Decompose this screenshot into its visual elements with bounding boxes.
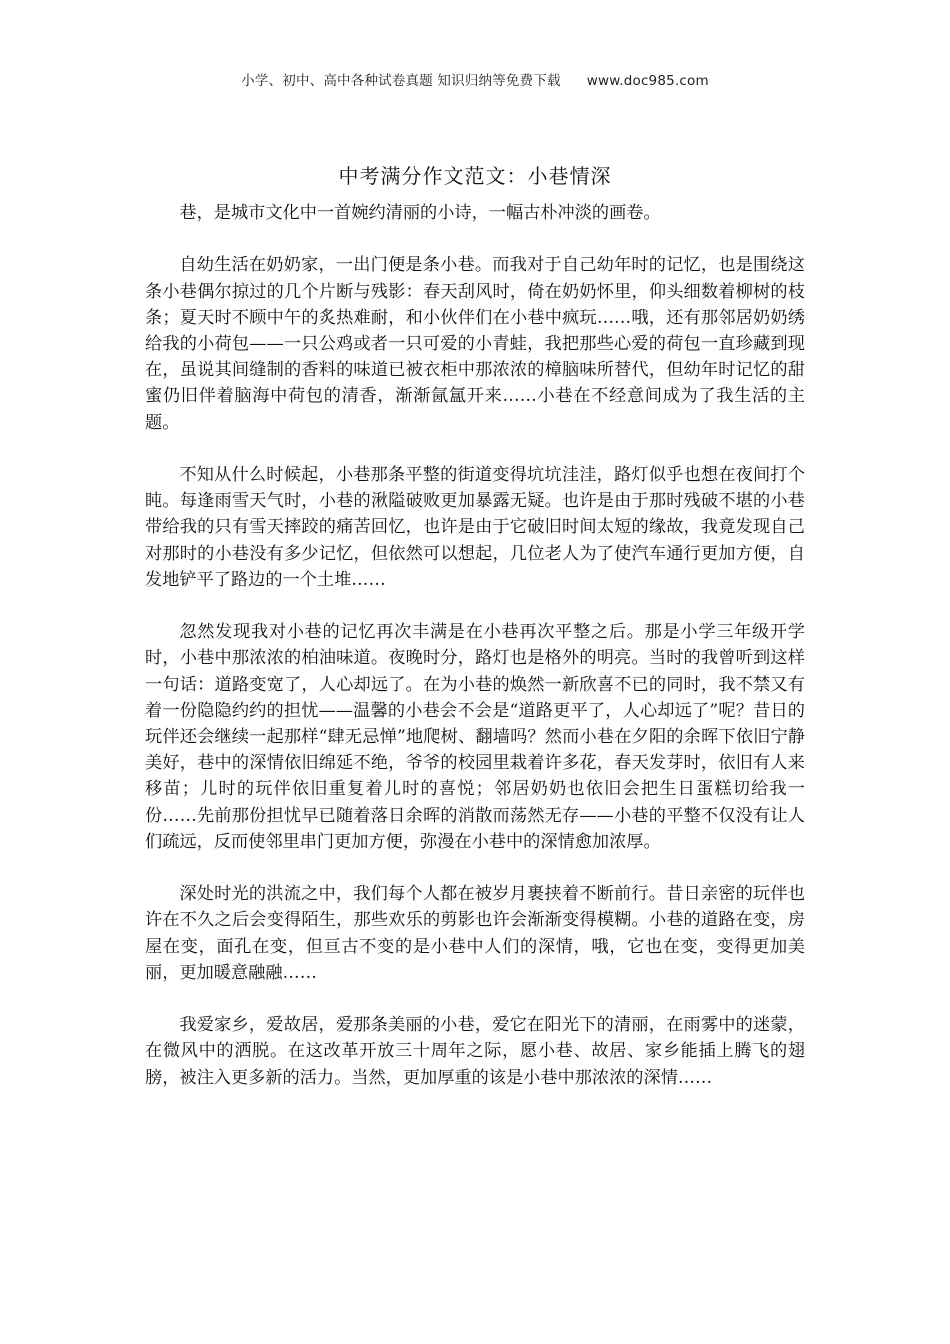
header-text: 小学、初中、高中各种试卷真题 知识归纳等免费下载 <box>241 73 561 89</box>
paragraph-1: 巷，是城市文化中一首婉约清丽的小诗，一幅古朴冲淡的画卷。 <box>179 203 661 223</box>
page-title: 中考满分作文范文：小巷情深 <box>338 164 612 188</box>
page-header <box>0 69 950 89</box>
paragraph-3: 不知从什么时候起，小巷那条平整的街道变得坑坑洼洼，路灯似乎也想在夜间打个盹。每逢雨雪天气时，小巷的湫隘破败更加暴露无疑。也许是由于那时残破不堪的小巷带给我的只有雪天摔跤的痛苦回忆，也许是由于它破旧时间太短的缘故，我竟发现自己对那时的小巷没有多少记忆，但依然可以想起，几位老人为了使汽车通行更加方便，自发地铲平了路边的一个土堆…… <box>145 465 805 590</box>
paragraph-2: 自幼生活在奶奶家，一出门便是条小巷。而我对于自己幼年时的记忆，也是围绕这条小巷偶尔掠过的几个片断与残影：春天刮风时，倚在奶奶怀里，仰头细数着柳树的枝条；夏天时不顾中午的炙热难耐，和小伙伴们在小巷中疯玩……哦，还有那邻居奶奶绣给我的小荷包——一只公鸡或者一只可爱的小青蛙，我把那些心爱的荷包一直珍藏到现在，虽说其间缝制的香料的味道已被衣柜中那浓浓的樟脑味所替代，但幼年时记忆的甜蜜仍旧伴着脑海中荷包的清香，渐渐氤氲开来……小巷在不经意间成为了我生活的主题。 <box>145 255 805 433</box>
paragraph-4: 忽然发现我对小巷的记忆再次丰满是在小巷再次平整之后。那是小学三年级开学时，小巷中那浓浓的柏油味道。夜晚时分，路灯也是格外的明亮。当时的我曾听到这样一句话：道路变宽了，人心却远了。在为小巷的焕然一新欣喜不已的同时，我不禁又有着一份隐隐约约的担忧——温馨的小巷会不会是“道路更平了，人心却远了”呢？昔日的玩伴还会继续一起那样“肆无忌惮”地爬树、翻墙吗？然而小巷在夕阳的余晖下依旧宁静美好，巷中的深情依旧绵延不绝，爷爷的校园里栽着许多花，春天发芽时，依旧有人来移苗；儿时的玩伴依旧重复着儿时的喜悦；邻居奶奶也依旧会把生日蛋糕切给我一份……先前那份担忧早已随着落日余晖的消散而荡然无存——小巷的平整不仅没有让人们疏远，反而使邻里串门更加方便，弥漫在小巷中的深情愈加浓厚。 <box>145 622 805 852</box>
header-site-link[interactable]: www.doc985.com <box>586 73 709 89</box>
essay-body <box>145 200 805 1117</box>
paragraph-5: 深处时光的洪流之中，我们每个人都在被岁月裹挟着不断前行。昔日亲密的玩伴也许在不久之后会变得陌生，那些欢乐的剪影也许会渐渐变得模糊。小巷的道路在变，房屋在变，面孔在变，但亘古不变的是小巷中人们的深情，哦，它也在变，变得更加美丽，更加暖意融融…… <box>145 884 805 983</box>
paragraph-6: 我爱家乡，爱故居，爱那条美丽的小巷，爱它在阳光下的清丽，在雨雾中的迷蒙，在微风中的洒脱。在这改革开放三十周年之际，愿小巷、故居、家乡能插上腾飞的翅膀，被注入更多新的活力。当然，更加厚重的该是小巷中那浓浓的深情…… <box>145 1015 805 1088</box>
